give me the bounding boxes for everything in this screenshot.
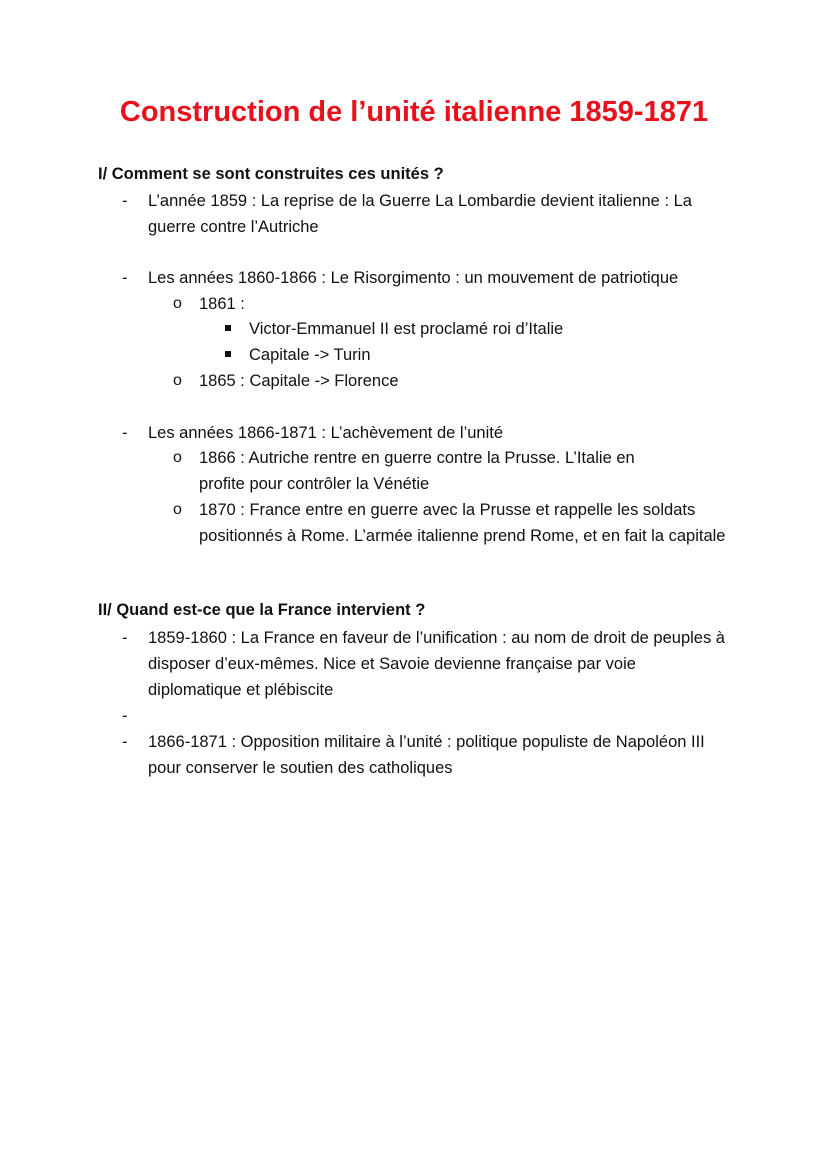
section1-item3-sub2: 1870 : France entre en guerre avec la Prusse et rappelle les soldats positionnés à Rome. L’armée italienne prend Rome, et en fait la capitale [199,501,726,545]
dash-bullet: - [122,269,128,287]
dash-bullet: - [122,629,128,647]
dash-bullet: - [122,733,128,751]
square-bullet-icon [225,325,231,331]
page-title: Construction de l’unité italienne 1859-1871 [119,96,709,128]
square-bullet-icon [225,351,231,357]
circle-bullet: o [173,449,182,466]
section1-item2: Les années 1860-1866 : Le Risorgimento : un mouvement de patriotique [148,269,679,287]
section1-item1: L’année 1859 : La reprise de la Guerre La Lombardie devient italienne : La guerre contre l’Autriche [148,192,692,236]
section1-item3-sub1: 1866 : Autriche rentre en guerre contre la Prusse. L’Italie en profite pour contrôler la Vénétie [199,449,635,493]
dash-bullet: - [122,424,128,442]
section2-item1: 1859-1860 : La France en faveur de l’unification : au nom de droit de peuples à disposer d’eux-mêmes. Nice et Savoie devienne française par voie diplomatique et plébiscite [148,629,725,699]
section1-heading: I/ Comment se sont construites ces unités ? [98,165,444,183]
section1-item2-sub2: 1865 : Capitale -> Florence [199,372,399,390]
section2-item3: 1866-1871 : Opposition militaire à l’unité : politique populiste de Napoléon III pour conserver le soutien des catholiques [148,733,705,777]
section1-item2-sub1: 1861 : [199,295,245,313]
section1-item2-sub1-a: Victor-Emmanuel II est proclamé roi d’Italie [249,320,564,338]
dash-bullet: - [122,192,128,210]
section1-item2-sub1-b: Capitale -> Turin [249,346,371,364]
section1-item3: Les années 1866-1871 : L’achèvement de l’unité [148,424,504,442]
circle-bullet: o [173,295,182,312]
dash-bullet: - [122,707,128,725]
section2-heading: II/ Quand est-ce que la France intervient ? [98,601,426,619]
circle-bullet: o [173,501,182,518]
circle-bullet: o [173,372,182,389]
